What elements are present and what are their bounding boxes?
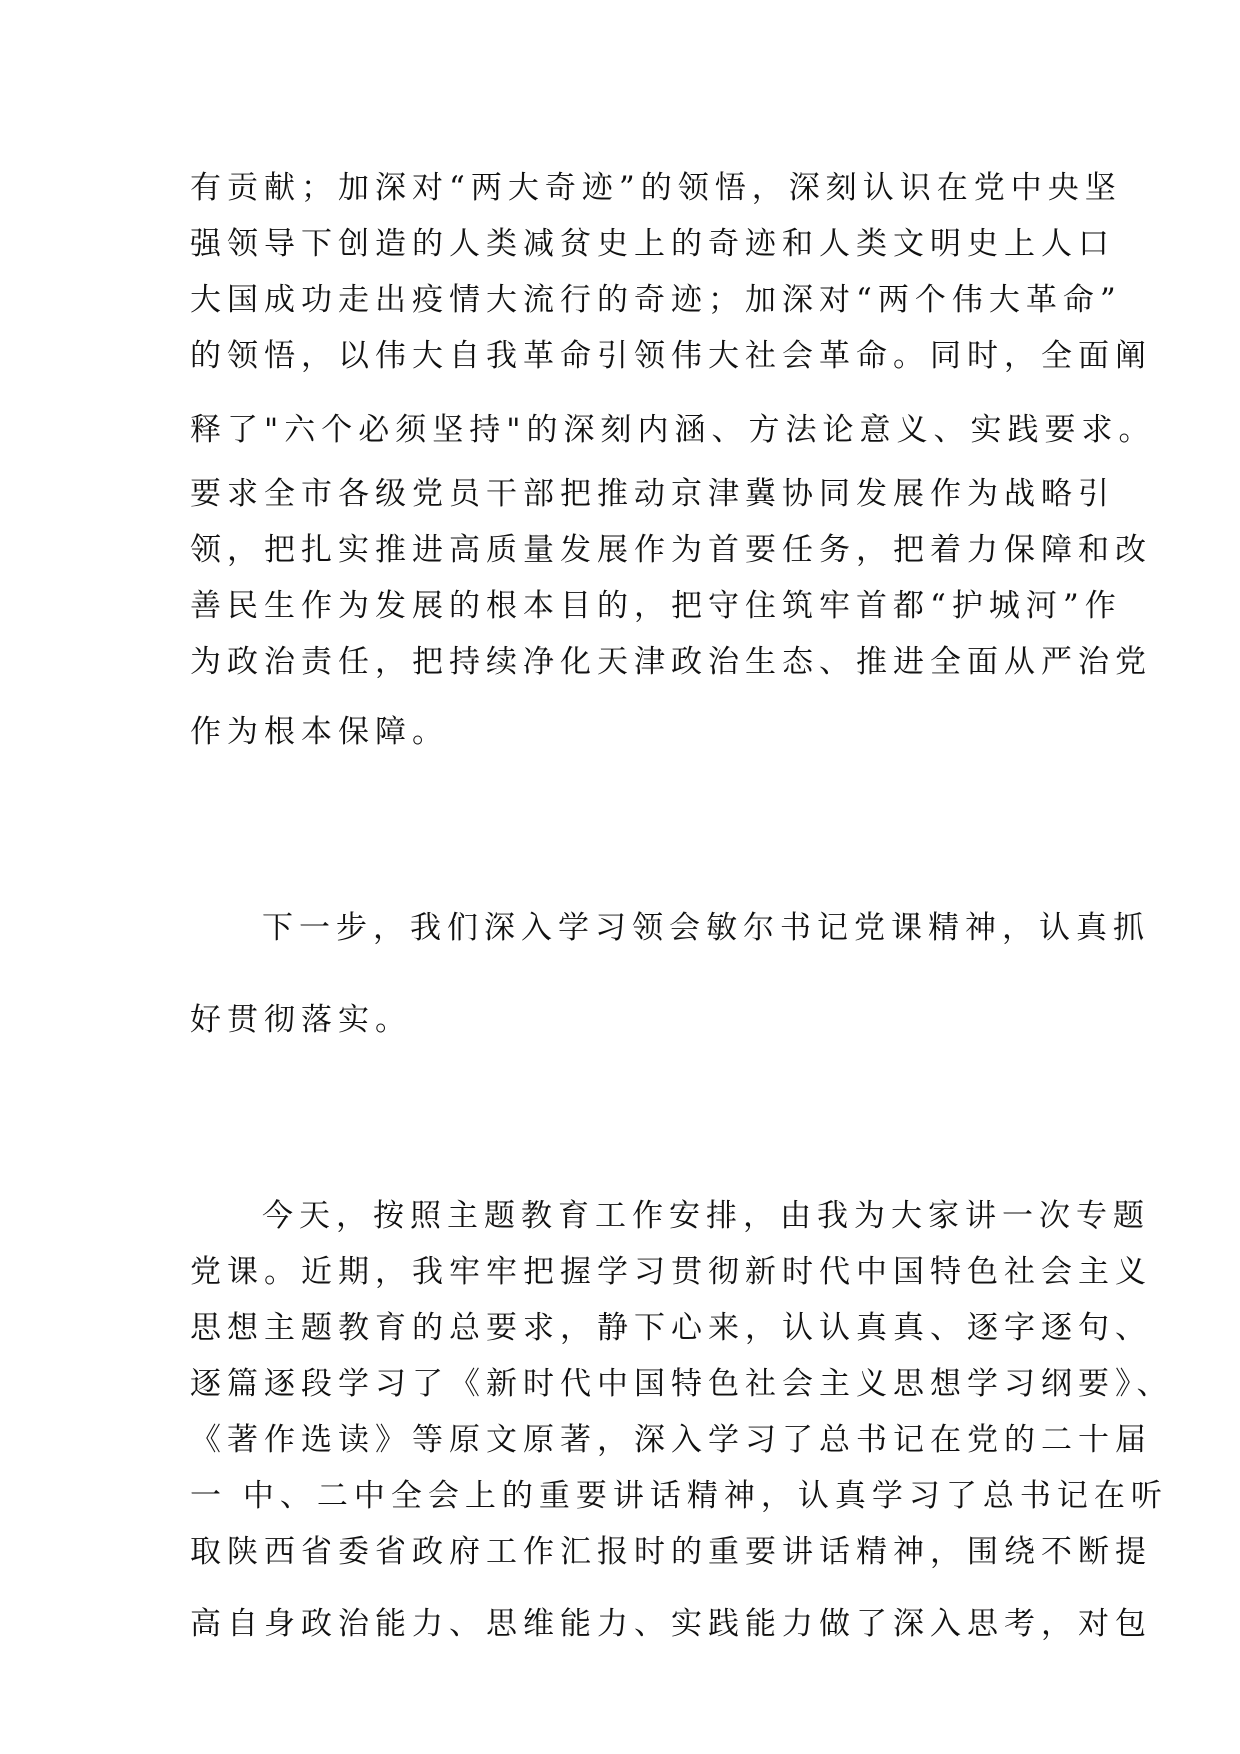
paragraph-line: 思想主题教育的总要求，静下心来，认认真真、逐字逐句、	[190, 1310, 1152, 1346]
paragraph-line: 下一步，我们深入学习领会敏尔书记党课精神，认真抓	[262, 910, 1150, 946]
paragraph-line: 善民生作为发展的根本目的，把守住筑牢首都“护城河”作	[190, 588, 1122, 624]
paragraph-line: 大国成功走出疫情大流行的奇迹；加深对“两个伟大革命”	[190, 282, 1122, 318]
paragraph-line: 今天，按照主题教育工作安排，由我为大家讲一次专题	[262, 1198, 1150, 1234]
paragraph-line: 的领悟，以伟大自我革命引领伟大社会革命。同时，全面阐	[190, 338, 1152, 374]
paragraph-line: 有贡献；加深对“两大奇迹”的领悟，深刻认识在党中央坚	[190, 170, 1122, 206]
paragraph-line: 好贯彻落实。	[190, 1002, 412, 1038]
paragraph-line: 党课。近期，我牢牢把握学习贯彻新时代中国特色社会主义	[190, 1254, 1152, 1290]
paragraph-line: 《著作选读》等原文原著，深入学习了总书记在党的二十届	[190, 1422, 1152, 1458]
paragraph-line: 一 中、二中全会上的重要讲话精神，认真学习了总书记在听	[190, 1478, 1168, 1514]
paragraph-line: 释了"六个必须坚持"的深刻内涵、方法论意义、实践要求。	[190, 412, 1156, 448]
paragraph-line: 为政治责任，把持续净化天津政治生态、推进全面从严治党	[190, 644, 1152, 680]
paragraph-line: 取陕西省委省政府工作汇报时的重要讲话精神，围绕不断提	[190, 1534, 1152, 1570]
paragraph-line: 高自身政治能力、思维能力、实践能力做了深入思考，对包	[190, 1606, 1152, 1642]
paragraph-line: 领，把扎实推进高质量发展作为首要任务，把着力保障和改	[190, 532, 1152, 568]
paragraph-line: 作为根本保障。	[190, 714, 449, 750]
paragraph-line: 逐篇逐段学习了《新时代中国特色社会主义思想学习纲要》、	[190, 1366, 1174, 1402]
paragraph-line: 要求全市各级党员干部把推动京津冀协同发展作为战略引	[190, 476, 1115, 512]
paragraph-line: 强领导下创造的人类减贫史上的奇迹和人类文明史上人口	[190, 226, 1115, 262]
